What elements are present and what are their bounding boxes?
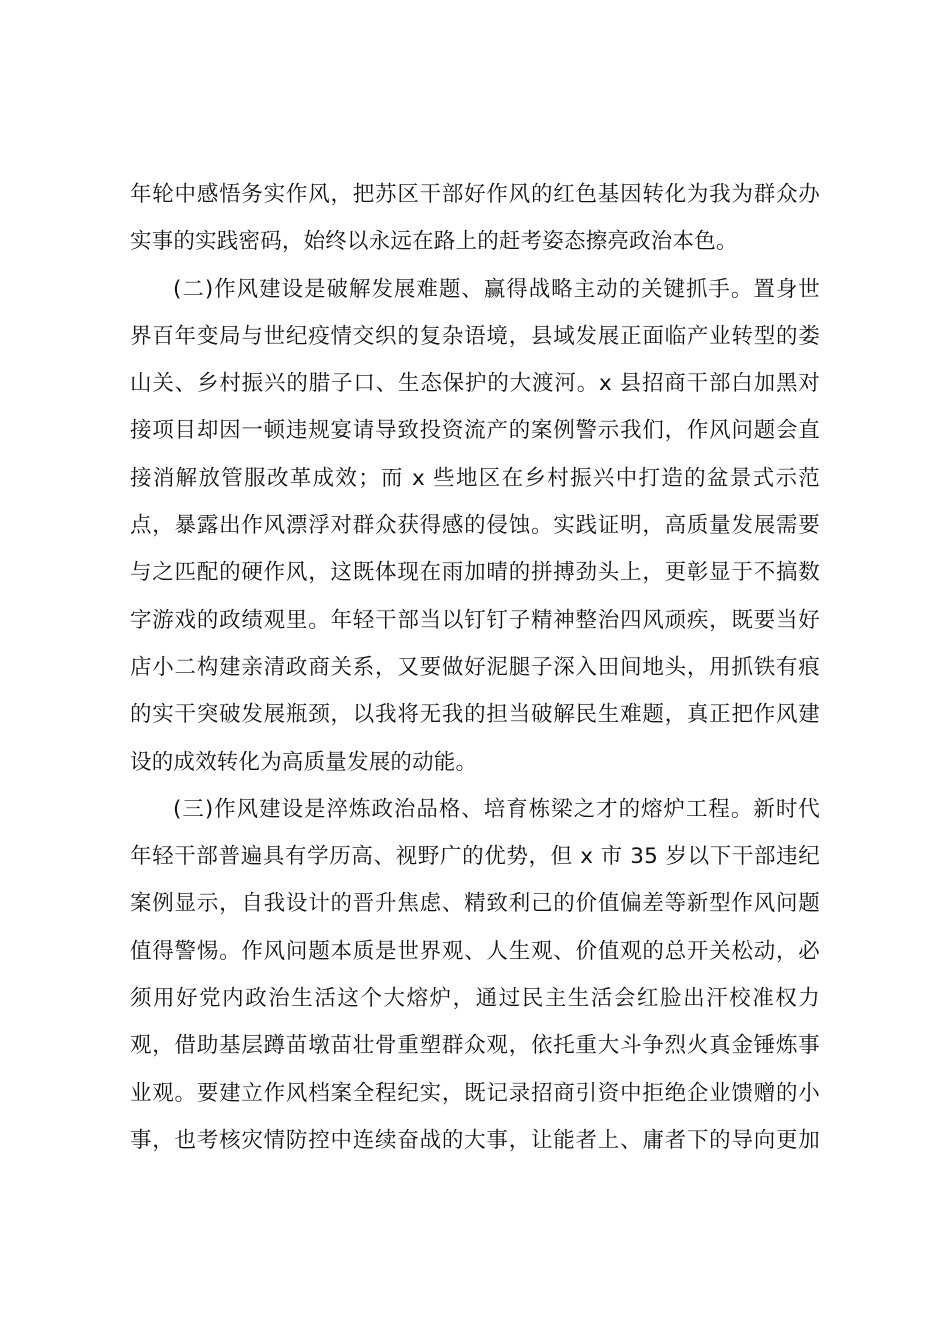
paragraph-section-two — [130, 266, 820, 786]
text-line: 字游戏的政绩观里。年轻干部当以钉钉子精神整治四风顽疾，既要当好 — [130, 607, 820, 633]
text-line: 事，也考核灾情防控中连续奋战的大事，让能者上、庸者下的导向更加 — [130, 1127, 820, 1153]
text-line: 业观。要建立作风档案全程纪实，既记录招商引资中拒绝企业馈赠的小 — [130, 1080, 820, 1106]
text-line: 山关、乡村振兴的腊子口、生态保护的大渡河。x 县招商干部白加黑对 — [130, 371, 820, 397]
text-line: 点，暴露出作风漂浮对群众获得感的侵蚀。实践证明，高质量发展需要 — [130, 513, 820, 539]
paragraph-section-three — [130, 786, 820, 1164]
text-line: (二)作风建设是破解发展难题、赢得战略主动的关键抓手。置身世 — [173, 276, 820, 302]
text-line: 年轻干部普遍具有学历高、视野广的优势，但 x 市 35 岁以下干部违纪 — [130, 844, 820, 870]
text-line: (三)作风建设是淬炼政治品格、培育栋梁之才的熔炉工程。新时代 — [173, 796, 820, 822]
paragraph-continuation — [130, 171, 820, 266]
document-body — [130, 171, 820, 1164]
text-line: 的实干突破发展瓶颈，以我将无我的担当破解民生难题，真正把作风建 — [130, 702, 820, 728]
text-line: 与之匹配的硬作风，这既体现在雨加晴的拼搏劲头上，更彰显于不搞数 — [130, 560, 820, 586]
text-line: 年轮中感悟务实作风，把苏区干部好作风的红色基因转化为我为群众办 — [130, 182, 820, 207]
text-line: 实事的实践密码，始终以永远在路上的赶考姿态擦亮政治本色。 — [130, 229, 738, 255]
text-line: 店小二构建亲清政商关系，又要做好泥腿子深入田间地头，用抓铁有痕 — [130, 654, 820, 680]
text-line: 案例显示，自我设计的晋升焦虑、精致利己的价值偏差等新型作风问题 — [130, 891, 820, 917]
text-line: 接项目却因一顿违规宴请导致投资流产的案例警示我们，作风问题会直 — [130, 418, 820, 444]
text-line: 值得警惕。作风问题本质是世界观、人生观、价值观的总开关松动，必 — [130, 938, 820, 964]
text-line: 观，借助基层蹲苗墩苗壮骨重塑群众观，依托重大斗争烈火真金锤炼事 — [130, 1033, 820, 1059]
text-line: 须用好党内政治生活这个大熔炉，通过民主生活会红脸出汗校准权力 — [130, 986, 820, 1012]
text-line: 接消解放管服改革成效；而 x 些地区在乡村振兴中打造的盆景式示范 — [130, 465, 820, 491]
text-line: 设的成效转化为高质量发展的动能。 — [130, 749, 478, 775]
text-line: 界百年变局与世纪疫情交织的复杂语境，县域发展正面临产业转型的娄 — [130, 323, 820, 349]
